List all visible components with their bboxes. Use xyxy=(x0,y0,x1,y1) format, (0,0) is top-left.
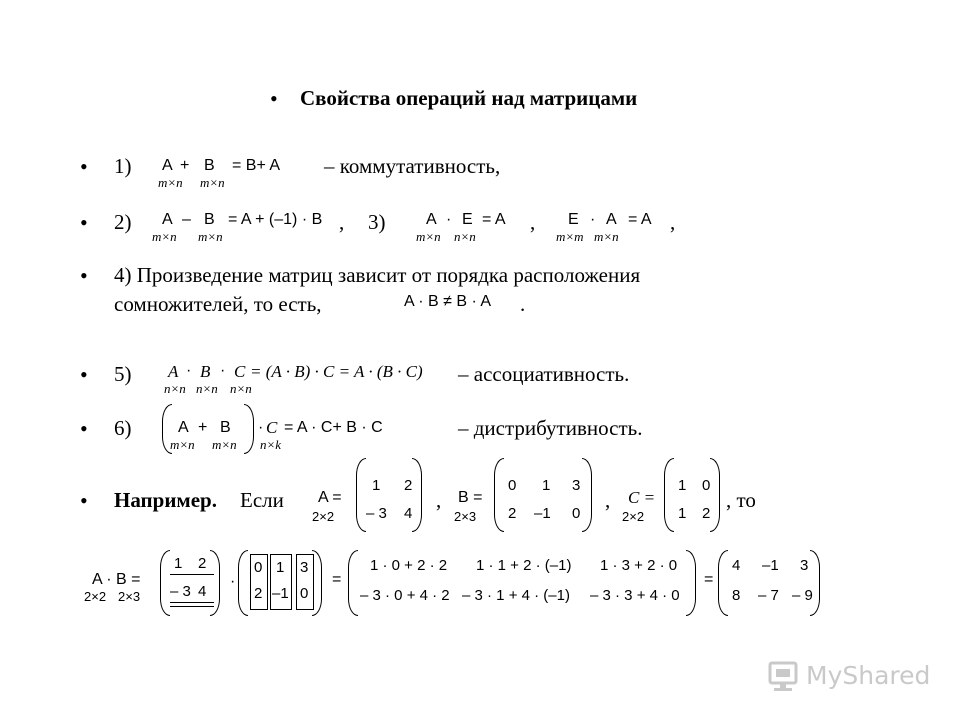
bullet: • xyxy=(80,154,88,179)
example-lead: Например. xyxy=(114,488,217,512)
item-4-line-2: сомножителей, то есть, xyxy=(114,292,322,316)
item-number: 3) xyxy=(368,210,386,234)
associativity-label: – ассоциативность. xyxy=(458,362,630,386)
commutativity-label: – коммутативность, xyxy=(324,154,501,178)
bullet: • xyxy=(80,488,88,513)
item-number: 1) xyxy=(114,154,132,178)
matrix-c: C = 2×2 1 0 1 2 xyxy=(620,458,730,534)
mysh-logo-icon xyxy=(768,659,802,693)
watermark-logo xyxy=(768,655,931,695)
slide: • Свойства операций над матрицами • 1) A + B = B+ A m×n m×n – коммутативность, • 2) A – B = A + (–1) · B m×n m×n , 3) A · E = A m×n n×n , E · A = A m×m m×n , • 4) Произведение матриц зависит от порядка расположения сомножителей, то есть, A · B ≠ B · A . • 5) A · B · C = (A · B) · C = A · (B · C) n×n n×n n×n – ассоциативность. • 6) A + B m×n m×n · C n×k = A · C+ B · C – дистрибутивность. • Например. Если A = 2×2 1 2 – 3 4 , B = 2×3 0 1 3 2 –1 0 , C = 2×2 1 0 1 2 , то A · B = 2×2 2×3 1 2 – 3 4 · 0 1 3 2 –1 0 = 1 · 0 + 2 · 2 1 · 1 + 2 · (–1) 1 · 3 + 2 · 0 – 3 · 0 + 4 · 2 – 3 · 1 + 4 · (–1) – 3 · 3 + 4 · 0 = 4 –1 3 8 – 7 – 9 MyShared xyxy=(0,0,960,720)
bullet: • xyxy=(80,362,88,387)
formula-distributivity: A + B m×n m×n · C n×k = A · C+ B · C xyxy=(162,404,402,454)
item-number: 5) xyxy=(114,362,132,386)
bullet: • xyxy=(80,210,88,235)
product-computation: A · B = 2×2 2×3 1 2 – 3 4 · 0 1 3 2 –1 0 = 1 · 0 + 2 · 2 1 · 1 + 2 · (–1) 1 · 3 + 2 · 0 – 3 · 0 + 4 · 2 – 3 · 1 + 4 · (–1) – 3 · 3 + 4 · 0 = 4 –1 3 8 – 7 – 9 xyxy=(82,548,842,620)
matrix-b: B = 2×3 0 1 3 2 –1 0 xyxy=(450,458,600,534)
item-number: 6) xyxy=(114,416,132,440)
matrix-a: A = 2×2 1 2 – 3 4 xyxy=(310,458,430,534)
bullet: • xyxy=(80,263,88,288)
bullet: • xyxy=(80,416,88,441)
item-number: 2) xyxy=(114,210,132,234)
item-4-line-1: 4) Произведение матриц зависит от порядка расположения xyxy=(114,263,641,287)
distributivity-label: – дистрибутивность. xyxy=(458,416,643,440)
formula-noncommutative: A · B ≠ B · A xyxy=(404,293,492,310)
slide-title: Свойства операций над матрицами xyxy=(300,86,638,110)
watermark-text: MyShared xyxy=(806,661,931,690)
bullet: • xyxy=(270,86,278,111)
